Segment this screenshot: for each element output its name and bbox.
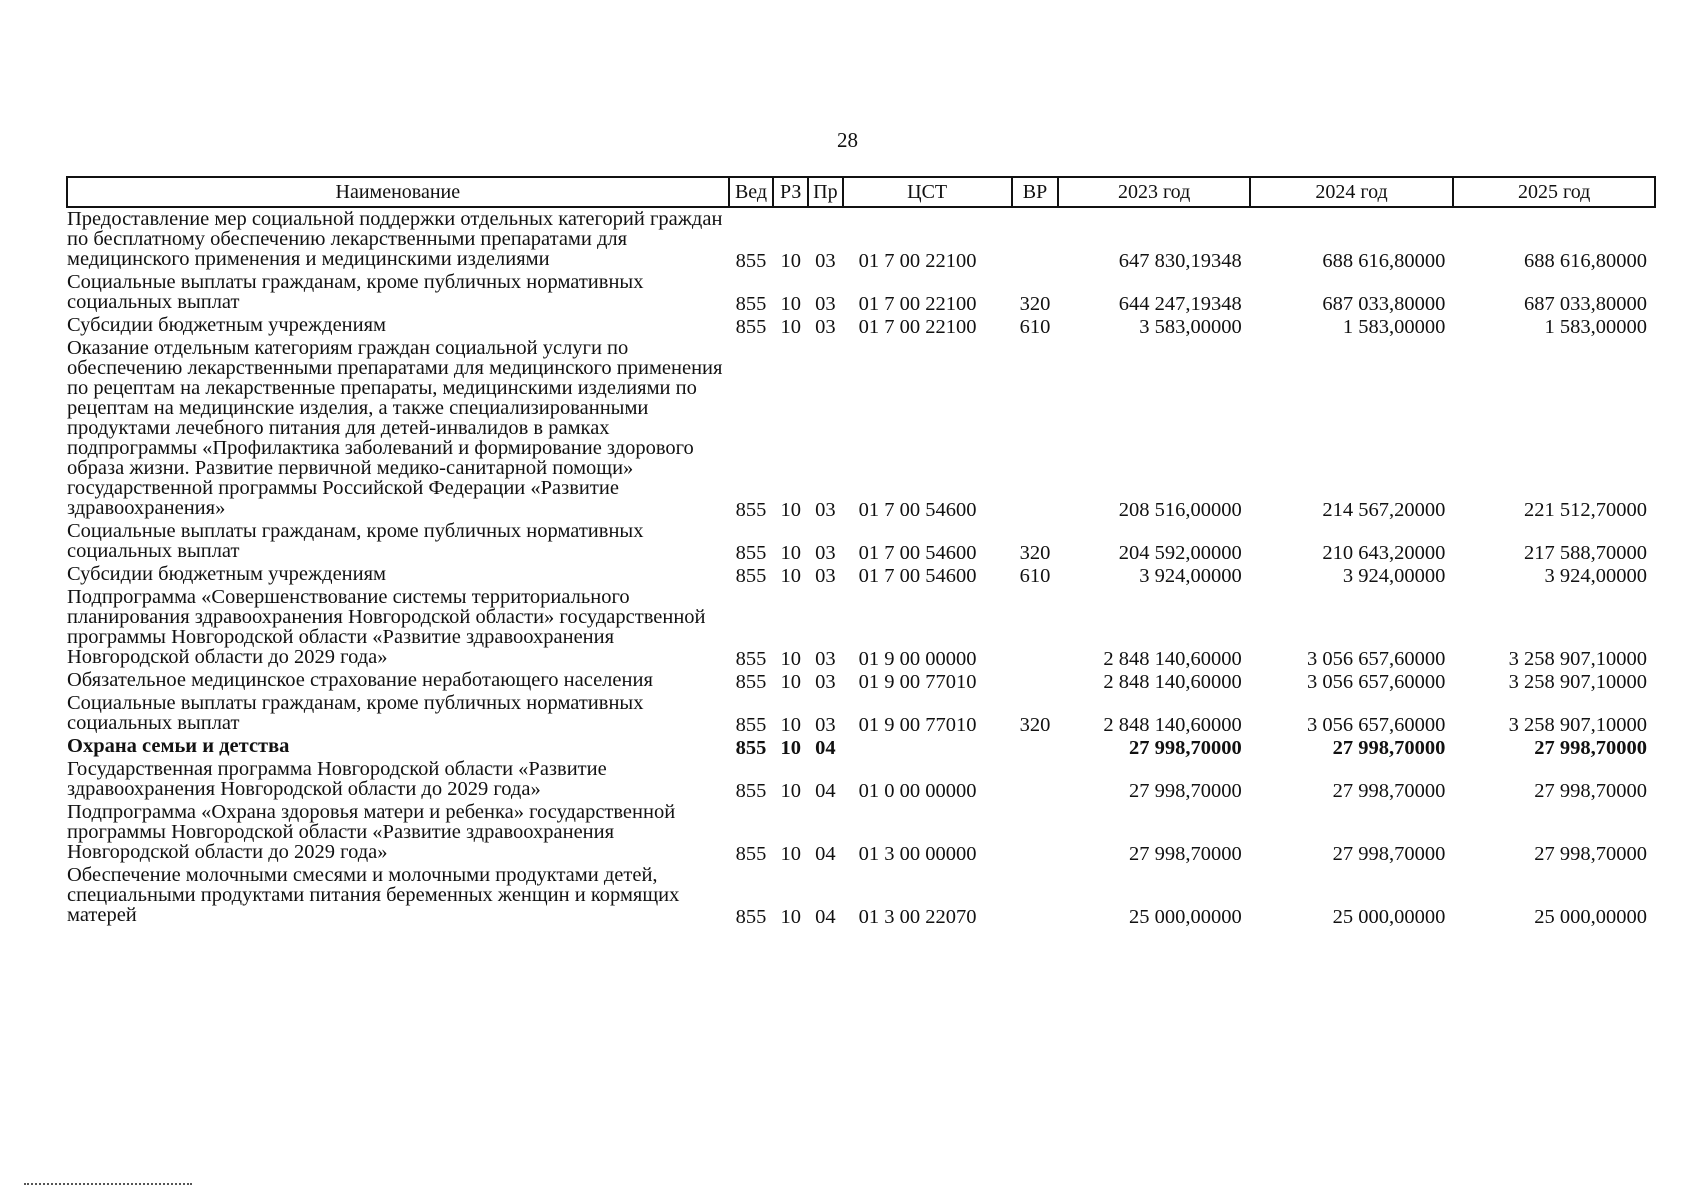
row-amount-2023: 208 516,00000 [1118, 499, 1242, 521]
row-cst: 01 7 00 22100 [858, 250, 977, 272]
row-vr [1012, 207, 1059, 271]
header-2023: 2023 год [1058, 177, 1249, 207]
row-rz: 10 [780, 293, 801, 315]
row-vr [1012, 337, 1059, 520]
row-ved: 855 [735, 316, 767, 338]
row-ved: 855 [735, 737, 767, 759]
row-cst: 01 3 00 22070 [858, 906, 977, 928]
row-ved: 855 [735, 714, 767, 736]
table-row [67, 735, 1655, 758]
row-name: Обеспечение молочными смесями и молочными продуктами детей, специальными продуктами питания беременных женщин и кормящих матерей [67, 864, 680, 926]
row-rz: 10 [780, 648, 801, 670]
row-amount-2024: 3 056 657,60000 [1307, 648, 1446, 670]
row-amount-2023: 3 924,00000 [1139, 565, 1242, 587]
row-pr: 03 [815, 293, 836, 315]
header-2025: 2025 год [1453, 177, 1655, 207]
row-ved: 855 [735, 250, 767, 272]
page-number: 28 [837, 128, 858, 152]
row-cst: 01 9 00 00000 [858, 648, 977, 670]
row-vr [1012, 669, 1059, 692]
row-amount-2025: 3 924,00000 [1544, 565, 1647, 587]
row-name: Социальные выплаты гражданам, кроме публичных нормативных социальных выплат [67, 692, 644, 734]
table-row [67, 801, 1655, 864]
row-cst: 01 7 00 54600 [858, 565, 977, 587]
row-amount-2025: 3 258 907,10000 [1508, 714, 1647, 736]
row-cst: 01 9 00 77010 [858, 671, 977, 693]
row-amount-2025: 688 616,80000 [1524, 250, 1647, 272]
table-row [67, 271, 1655, 314]
row-vr [1012, 586, 1059, 669]
table-row [67, 314, 1655, 337]
row-amount-2023: 2 848 140,60000 [1103, 671, 1242, 693]
table-row [67, 864, 1655, 927]
table-row [67, 207, 1655, 271]
row-amount-2025: 217 588,70000 [1524, 542, 1647, 564]
row-pr: 03 [815, 542, 836, 564]
row-pr: 03 [815, 316, 836, 338]
row-amount-2025: 27 998,70000 [1534, 843, 1647, 865]
row-name: Оказание отдельным категориям граждан социальной услуги по обеспечению лекарственными препаратами для медицинского применения по рецептам на лекарственные препараты, медицинскими изделиями по рецептам на медицинские изделия, а также специализированными продуктами лечебного питания для детей-инвалидов в рамках подпрограммы «Профилактика заболеваний и формирование здорового образа жизни. Развитие первичной медико-санитарной помощи» государственной программы Российской Федерации «Развитие здравоохранения» [67, 337, 723, 519]
row-amount-2025: 27 998,70000 [1534, 737, 1647, 759]
budget-table [66, 176, 1656, 927]
row-rz: 10 [780, 780, 801, 802]
row-pr: 03 [815, 671, 836, 693]
table-row [67, 692, 1655, 735]
row-name: Социальные выплаты гражданам, кроме публичных нормативных социальных выплат [67, 520, 644, 562]
row-cst: 01 0 00 00000 [858, 780, 977, 802]
row-name: Подпрограмма «Совершенствование системы территориального планирования здравоохранения Новгородской области» государственной программы Новгородской области «Развитие здравоохранения Новгородской области до 2029 года» [67, 586, 706, 668]
row-ved: 855 [735, 565, 767, 587]
table-row [67, 758, 1655, 801]
row-vr: 610 [1019, 565, 1051, 587]
row-pr: 04 [815, 843, 836, 865]
row-pr: 03 [815, 499, 836, 521]
header-cst: ЦСТ [843, 177, 1012, 207]
row-pr: 04 [815, 737, 836, 759]
table-body [67, 207, 1655, 927]
row-vr [1012, 864, 1059, 927]
row-amount-2024: 27 998,70000 [1332, 843, 1446, 865]
row-amount-2025: 27 998,70000 [1534, 780, 1647, 802]
header-2024: 2024 год [1250, 177, 1454, 207]
row-amount-2023: 644 247,19348 [1118, 293, 1242, 315]
row-amount-2023: 204 592,00000 [1118, 542, 1242, 564]
row-amount-2023: 25 000,00000 [1129, 906, 1242, 928]
row-amount-2024: 687 033,80000 [1322, 293, 1446, 315]
row-rz: 10 [780, 542, 801, 564]
row-pr: 04 [815, 780, 836, 802]
row-ved: 855 [735, 499, 767, 521]
row-amount-2023: 27 998,70000 [1129, 780, 1242, 802]
row-vr [1012, 758, 1059, 801]
row-amount-2023: 2 848 140,60000 [1103, 648, 1242, 670]
row-ved: 855 [735, 780, 767, 802]
row-amount-2025: 687 033,80000 [1524, 293, 1647, 315]
header-row [67, 177, 1655, 207]
row-amount-2024: 688 616,80000 [1322, 250, 1446, 272]
row-name: Субсидии бюджетным учреждениям [67, 563, 387, 585]
row-cst [843, 735, 1012, 758]
row-vr: 320 [1019, 293, 1051, 315]
row-rz: 10 [780, 737, 801, 759]
row-name: Охрана семьи и детства [67, 735, 290, 757]
row-ved: 855 [735, 648, 767, 670]
row-amount-2025: 3 258 907,10000 [1508, 671, 1647, 693]
row-name: Предоставление мер социальной поддержки отдельных категорий граждан по бесплатному обеспечению лекарственными препаратами для медицинского применения и медицинскими изделиями [67, 208, 723, 270]
row-ved: 855 [735, 906, 767, 928]
row-ved: 855 [735, 542, 767, 564]
row-name: Социальные выплаты гражданам, кроме публичных нормативных социальных выплат [67, 271, 644, 313]
header-name: Наименование [67, 177, 729, 207]
row-rz: 10 [780, 250, 801, 272]
row-amount-2024: 3 924,00000 [1342, 565, 1446, 587]
row-cst: 01 7 00 22100 [858, 293, 977, 315]
row-amount-2024: 1 583,00000 [1342, 316, 1446, 338]
row-rz: 10 [780, 906, 801, 928]
row-amount-2023: 3 583,00000 [1139, 316, 1242, 338]
row-pr: 03 [815, 714, 836, 736]
row-amount-2023: 2 848 140,60000 [1103, 714, 1242, 736]
row-name: Субсидии бюджетным учреждениям [67, 314, 387, 336]
row-amount-2025: 3 258 907,10000 [1508, 648, 1647, 670]
row-amount-2024: 214 567,20000 [1322, 499, 1446, 521]
row-amount-2025: 221 512,70000 [1524, 499, 1647, 521]
row-cst: 01 3 00 00000 [858, 843, 977, 865]
table-row [67, 669, 1655, 692]
row-amount-2023: 27 998,70000 [1129, 737, 1242, 759]
row-rz: 10 [780, 714, 801, 736]
row-vr: 320 [1019, 714, 1051, 736]
row-pr: 03 [815, 648, 836, 670]
footer-divider [24, 1183, 192, 1185]
table-header [67, 177, 1655, 207]
row-name: Обязательное медицинское страхование неработающего населения [67, 669, 653, 691]
row-vr: 320 [1019, 542, 1051, 564]
row-cst: 01 9 00 77010 [858, 714, 977, 736]
row-name: Государственная программа Новгородской области «Развитие здравоохранения Новгородской области до 2029 года» [67, 758, 607, 800]
header-rz: РЗ [773, 177, 808, 207]
row-rz: 10 [780, 316, 801, 338]
row-rz: 10 [780, 671, 801, 693]
table-row [67, 337, 1655, 520]
row-amount-2024: 210 643,20000 [1322, 542, 1446, 564]
table-row [67, 586, 1655, 669]
row-amount-2024: 25 000,00000 [1332, 906, 1446, 928]
row-rz: 10 [780, 499, 801, 521]
row-cst: 01 7 00 22100 [858, 316, 977, 338]
row-amount-2024: 3 056 657,60000 [1307, 714, 1446, 736]
row-ved: 855 [735, 671, 767, 693]
row-pr: 04 [815, 906, 836, 928]
header-vr: ВР [1012, 177, 1059, 207]
row-rz: 10 [780, 843, 801, 865]
row-ved: 855 [735, 293, 767, 315]
row-pr: 03 [815, 565, 836, 587]
row-cst: 01 7 00 54600 [858, 499, 977, 521]
row-cst: 01 7 00 54600 [858, 542, 977, 564]
row-vr [1012, 801, 1059, 864]
row-amount-2024: 27 998,70000 [1332, 737, 1446, 759]
row-rz: 10 [780, 565, 801, 587]
row-ved: 855 [735, 843, 767, 865]
row-amount-2025: 25 000,00000 [1534, 906, 1647, 928]
row-name: Подпрограмма «Охрана здоровья матери и ребенка» государственной программы Новгородской области «Развитие здравоохранения Новгородской области до 2029 года» [67, 801, 676, 863]
header-ved: Вед [729, 177, 774, 207]
header-pr: Пр [808, 177, 843, 207]
row-amount-2023: 647 830,19348 [1118, 250, 1242, 272]
table-row [67, 520, 1655, 563]
row-vr [1012, 735, 1059, 758]
row-amount-2023: 27 998,70000 [1129, 843, 1242, 865]
row-vr: 610 [1019, 316, 1051, 338]
row-pr: 03 [815, 250, 836, 272]
row-amount-2024: 27 998,70000 [1332, 780, 1446, 802]
row-amount-2024: 3 056 657,60000 [1307, 671, 1446, 693]
table-row [67, 563, 1655, 586]
row-amount-2025: 1 583,00000 [1544, 316, 1647, 338]
